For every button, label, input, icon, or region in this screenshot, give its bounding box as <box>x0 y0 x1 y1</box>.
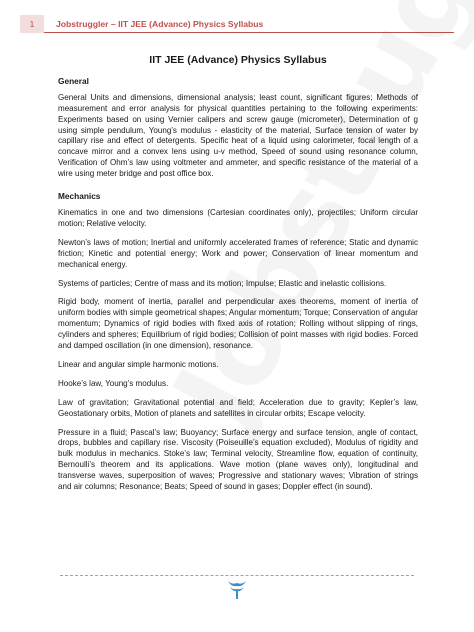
paragraph: General Units and dimensions, dimensional analysis; least count, significant figures; Methods of measurement and error analysis for physical quantities pertaining to the following experiments: Experiments based on using Vernier calipers and screw gauge (micrometer), Determination of g using simple pendulum, Young’s modulus - elasticity of the material, Surface tension of water by capillary rise and effect of detergents. Specific heat of a liquid using calorimeter, focal length of a concave mirror and a convex lens using u-v method, Speed of sound using resonance column, Verification of Ohm’s law using voltmeter and ammeter, and specific resistance of the material of a wire using meter bridge and post office box. <box>58 92 418 179</box>
paragraph: Pressure in a fluid; Pascal’s law; Buoyancy; Surface energy and surface tension, angle of contact, drops, bubbles and capillary rise. Viscosity (Poiseuille’s equation excluded), Modulus of rigidity and bulk modulus in mechanics. Stoke’s law; Terminal velocity, Streamline flow, equation of continuity, Bernoulli’s theorem and its applications. Wave motion (plane waves only), longitudinal and transverse waves, superposition of waves; Progressive and stationary waves; Vibration of strings and air columns; Resonance; Beats; Speed of sound in gases; Doppler effect (in sound). <box>58 427 418 492</box>
page-header <box>20 15 454 33</box>
section-heading-mechanics: Mechanics <box>58 191 101 202</box>
paragraph: Linear and angular simple harmonic motions. <box>58 359 219 369</box>
document-title: IIT JEE (Advance) Physics Syllabus <box>149 54 327 66</box>
paragraph: Newton’s laws of motion; Inertial and uniformly accelerated frames of reference; Static and dynamic friction; Kinetic and potential energy; Work and power; Conservation of linear momentum and mechanical energy. <box>58 237 418 269</box>
paragraph: Law of gravitation; Gravitational potential and field; Acceleration due to gravity; Kepler’s law, Geostationary orbits, Motion of planets and satellites in circular orbits; Escape velocity. <box>58 397 418 418</box>
footer-divider <box>60 575 414 576</box>
paragraph: Hooke’s law, Young’s modulus. <box>58 378 169 388</box>
jobstruggler-logo-icon <box>226 578 248 600</box>
running-title: Jobstruggler – IIT JEE (Advance) Physics Syllabus <box>44 15 454 33</box>
paragraph: Rigid body, moment of inertia, parallel and perpendicular axes theorems, moment of inertia of uniform bodies with simple geometrical shapes; Angular momentum; Torque; Conservation of angular momentum; Dynamics of rigid bodies with fixed axis of rotation; Rolling without slipping of rings, cylinders and spheres; Equilibrium of rigid bodies; Collision of point masses with rigid bodies. Forced and damped oscillation (in one dimension), resonance. <box>58 297 418 351</box>
paragraph: Kinematics in one and two dimensions (Cartesian coordinates only), projectiles; Uniform circular motion; Relative velocity. <box>58 207 418 228</box>
paragraph: Systems of particles; Centre of mass and its motion; Impulse; Elastic and inelastic collisions. <box>58 278 387 288</box>
document-body <box>58 55 418 501</box>
section-heading-general: General <box>58 75 89 86</box>
page-number: 1 <box>20 15 44 33</box>
